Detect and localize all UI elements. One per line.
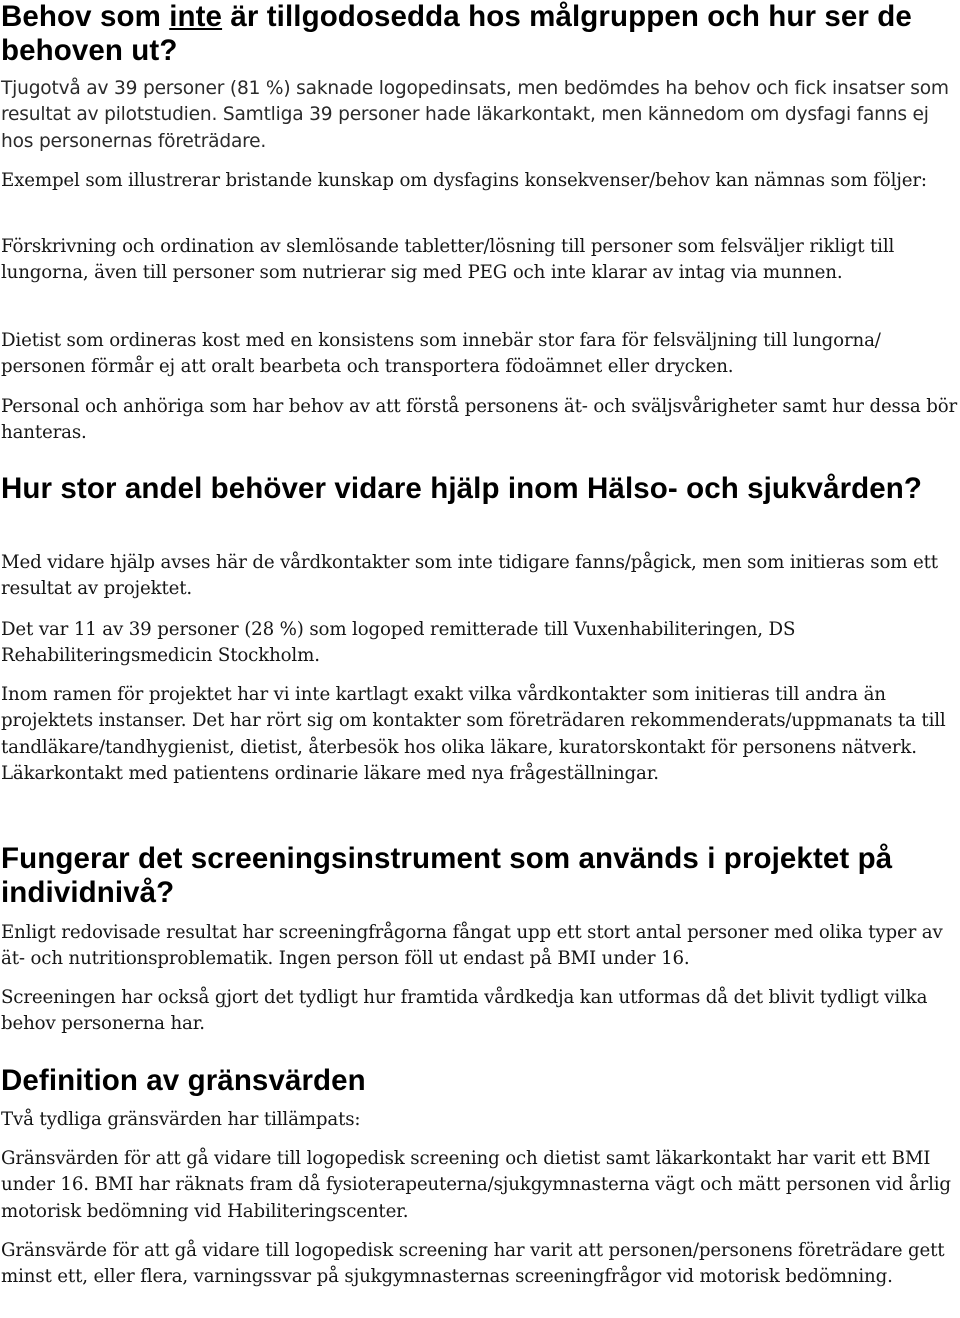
example-paragraph-3: Personal och anhöriga som har behov av att förstå personens ät- och sväljsvårigheter samt hur dessa bör hanteras. [1,396,958,444]
example-intro-paragraph: Exempel som illustrerar bristande kunskap om dysfagins konsekvenser/behov kan nämnas som följer: [1,170,927,191]
threshold-paragraph-3: Gränsvärde för att gå vidare till logopedisk screening har varit att personen/personens företrädare gett minst ett, eller flera, varningssvar på sjukgymnasternas screeningfrågor vid motorisk bedömning. [1,1240,945,1288]
intro-paragraph: Tjugotvå av 39 personer (81 %) saknade logopedinsats, men bedömdes ha behov och fick insatser som resultat av pilotstudien. Samtliga 39 personer hade läkarkontakt, men kännedom om dysfagi fanns ej hos personernas företrädare. [1,78,949,152]
heading-further-help: Hur stor andel behöver vidare hjälp inom Hälso- och sjukvården? [1,472,923,505]
further-help-paragraph-3: Inom ramen för projektet har vi inte kartlagt exakt vilka vårdkontakter som initieras till andra än projektets instanser. Det har rört sig om kontakter som företrädaren rekommenderats/uppmanats ta till tandläkare/tandhygienist, dietist, återbesök hos olika läkare, kuratorskontakt för personens nätverk. Läkarkontakt med patientens ordinarie läkare med nya frågeställningar. [1,684,946,784]
threshold-paragraph-1: Två tydliga gränsvärden har tillämpats: [1,1109,361,1130]
screening-paragraph-1: Enligt redovisade resultat har screeningfrågorna fångat upp ett stort antal personer med olika typer av ät- och nutritionsproblematik. Ingen person föll ut endast på BMI under 16. [1,922,943,970]
example-paragraph-1: Förskrivning och ordination av slemlösande tabletter/lösning till personer som felsväljer rikligt till lungorna, även till personer som nutrierar sig med PEG och inte klarar av intag via munnen. [1,236,895,284]
heading-part-2: är tillgodosedda hos målgruppen och hur ser de behoven ut? [1,0,912,67]
heading-unmet-needs [1,0,959,68]
further-help-paragraph-1: Med vidare hjälp avses här de vårdkontakter som inte tidigare fanns/pågick, men som initieras som ett resultat av projektet. [1,552,938,600]
heading-threshold-definition: Definition av gränsvärden [1,1064,366,1097]
heading-part-1: Behov som [1,0,170,33]
screening-paragraph-2: Screeningen har också gjort det tydligt hur framtida vårdkedja kan utformas då det blivit tydligt vilka behov personerna har. [1,987,928,1035]
threshold-paragraph-2: Gränsvärden för att gå vidare till logopedisk screening och dietist samt läkarkontakt har varit ett BMI under 16. BMI har räknats fram då fysioterapeuterna/sjukgymnasterna vägt och mätt personen vid årlig motorisk bedömning vid Habiliteringscenter. [1,1148,951,1222]
heading-screening-instrument: Fungerar det screeningsinstrument som används i projektet på individnivå? [1,842,893,909]
further-help-paragraph-2: Det var 11 av 39 personer (28 %) som logoped remitterade till Vuxenhabiliteringen, DS Rehabiliteringsmedicin Stockholm. [1,619,796,667]
example-paragraph-2: Dietist som ordineras kost med en konsistens som innebär stor fara för felsväljning till lungorna/ personen förmår ej att oralt bearbeta och transportera födoämnet eller drycken. [1,330,881,378]
heading-underlined-word: inte [169,0,223,33]
